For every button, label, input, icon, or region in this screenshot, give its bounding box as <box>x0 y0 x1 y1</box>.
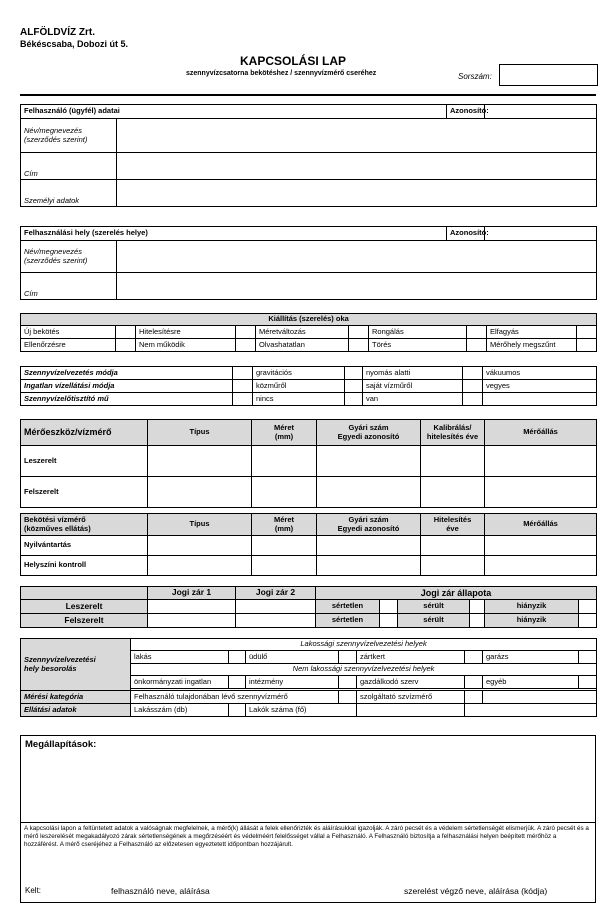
measure-option: szolgáltató szvízmérő <box>357 691 465 704</box>
reason-label: Törés <box>369 339 467 352</box>
residential-option: lakás <box>131 651 229 664</box>
seal-field[interactable] <box>236 600 316 614</box>
user-id-label: Azonosító: <box>447 105 485 119</box>
place-name-label: Név/megnevezés (szerződés szerint) <box>21 241 117 273</box>
method-option: gravitációs <box>253 367 345 380</box>
seal-field[interactable] <box>148 600 236 614</box>
method-checkbox[interactable] <box>345 367 363 380</box>
serial-field[interactable] <box>499 64 598 86</box>
meter-field[interactable] <box>252 477 317 508</box>
document-title: KAPCSOLÁSI LAP <box>240 54 347 68</box>
measure-checkbox[interactable] <box>465 691 483 704</box>
meter-field[interactable] <box>252 446 317 477</box>
meter-col-header: Méret (mm) <box>252 420 317 446</box>
meter-field[interactable] <box>317 477 421 508</box>
nonresidential-option: egyéb <box>483 676 579 689</box>
user-name-field[interactable] <box>117 119 597 153</box>
meter-field[interactable] <box>485 446 597 477</box>
meter-col-header: Mérőállás <box>485 420 597 446</box>
category-row-label: Szennyvízelvezetési hely besorolás <box>21 639 131 691</box>
measure-option: Felhasználó tulajdonában lévő szennyvízmérő <box>131 691 339 704</box>
reason-label: Ellenőrzésre <box>21 339 116 352</box>
connection-col-header: Bekötési vízmérő (közműves ellátás) <box>21 514 148 536</box>
seal-col-header: Jogi zár állapota <box>316 587 597 600</box>
place-data-table <box>20 226 597 300</box>
connection-field[interactable] <box>421 556 485 576</box>
residential-checkbox[interactable] <box>579 651 597 664</box>
reason-checkbox[interactable] <box>467 339 487 352</box>
measure-spacer <box>483 691 597 704</box>
findings-field[interactable] <box>21 752 595 822</box>
nonresidential-checkbox[interactable] <box>465 676 483 689</box>
residential-checkbox[interactable] <box>465 651 483 664</box>
method-checkbox[interactable] <box>345 380 363 393</box>
company-name: ALFÖLDVÍZ Zrt. <box>20 27 95 38</box>
connection-field[interactable] <box>317 536 421 556</box>
residential-option: garázs <box>483 651 579 664</box>
seal-state: hiányzik <box>485 614 579 628</box>
connection-col-header: Mérőállás <box>485 514 597 536</box>
meter-col-header: Kalibrálás/ hitelesítés éve <box>421 420 485 446</box>
connection-meter-table <box>20 513 597 576</box>
seal-state: sértetlen <box>316 614 380 628</box>
user-personal-label: Személyi adatok <box>21 180 117 207</box>
reason-checkbox[interactable] <box>349 339 369 352</box>
seal-state: sérült <box>398 614 470 628</box>
nonresidential-checkbox[interactable] <box>339 676 357 689</box>
supply-spacer <box>465 704 597 717</box>
connection-field[interactable] <box>252 536 317 556</box>
seal-checkbox[interactable] <box>579 614 597 628</box>
connection-field[interactable] <box>148 556 252 576</box>
connection-field[interactable] <box>421 536 485 556</box>
residential-option: zártkert <box>357 651 465 664</box>
nonresidential-checkbox[interactable] <box>579 676 597 689</box>
measure-label: Mérési kategória <box>21 691 131 704</box>
reason-label: Hitelesítésre <box>136 326 236 339</box>
meter-field[interactable] <box>421 477 485 508</box>
residential-checkbox[interactable] <box>339 651 357 664</box>
place-address-label: Cím <box>21 273 117 300</box>
method-label: Szennyvízelőtisztító mű <box>21 393 233 406</box>
place-name-field[interactable] <box>117 241 597 273</box>
place-address-field[interactable] <box>117 273 597 300</box>
method-option: vákuumos <box>483 367 597 380</box>
meter-field[interactable] <box>421 446 485 477</box>
user-name-label: Név/megnevezés (szerződés szerint) <box>21 119 117 153</box>
findings-divider <box>21 822 595 823</box>
nonresidential-option: önkormányzati ingatlan <box>131 676 229 689</box>
reason-checkbox[interactable] <box>349 326 369 339</box>
user-data-table <box>20 104 597 207</box>
method-option: közműről <box>253 380 345 393</box>
findings-label: Megállapítások: <box>25 739 97 750</box>
seal-field[interactable] <box>236 614 316 628</box>
meter-col-header: Típus <box>148 420 252 446</box>
nonresidential-checkbox[interactable] <box>229 676 246 689</box>
installer-signature-label: szerelést végző neve, aláírása (kódja) <box>404 886 548 896</box>
method-spacer <box>483 393 597 406</box>
connection-col-header: Méret (mm) <box>252 514 317 536</box>
reason-header: Kiállítás (szerelés) oka <box>21 314 597 326</box>
seal-table <box>20 586 597 628</box>
meter-row-label: Leszerelt <box>21 446 148 477</box>
reason-checkbox[interactable] <box>577 339 597 352</box>
meter-field[interactable] <box>148 477 252 508</box>
user-id-field[interactable] <box>485 105 597 119</box>
supply-option: Lakók száma (fő) <box>246 704 357 717</box>
meter-field[interactable] <box>317 446 421 477</box>
method-option: nyomás alatti <box>363 367 463 380</box>
method-label: Szennyvízelvezetés módja <box>21 367 233 380</box>
meter-field[interactable] <box>148 446 252 477</box>
findings-box <box>20 735 596 903</box>
place-id-label: Azonosító: <box>447 227 485 241</box>
seal-checkbox[interactable] <box>579 600 597 614</box>
method-checkbox[interactable] <box>345 393 363 406</box>
supply-label: Ellátási adatok <box>21 704 131 717</box>
seal-checkbox[interactable] <box>470 614 485 628</box>
connection-col-header: Gyári szám Egyedi azonosító <box>317 514 421 536</box>
seal-state: sérült <box>398 600 470 614</box>
residential-checkbox[interactable] <box>229 651 246 664</box>
reason-checkbox[interactable] <box>467 326 487 339</box>
connection-field[interactable] <box>485 536 597 556</box>
connection-row-label: Nyilvántartás <box>21 536 148 556</box>
method-spacer <box>233 367 253 380</box>
reason-label: Méretváltozás <box>256 326 349 339</box>
connection-field[interactable] <box>485 556 597 576</box>
reason-checkbox[interactable] <box>116 339 136 352</box>
serial-label: Sorszám: <box>458 72 492 81</box>
legal-text: A kapcsolási lapon a feltüntetett adatok a valóságnak megfelelnek, a mérő(k) állását a felek ellenőrizték és aláírásukkal igazolják. A záró pecsét és a védelem sértetlenségét elismerjük. A záró pecsét és a mérő leszerelését megakadályozó zárak sértetlenségének a megőrzéséért és védelméért felelősséget vállal a Felhasználó. A Felhasználó biztosítja a felhasználási helyen beépített mérőhöz a hozzáférést. A mérő cseréjéhez a Felhasználó az előzetesen egyeztetett időpontban hozzájárult. <box>24 825 589 849</box>
supply-field[interactable] <box>357 704 465 717</box>
header-rule <box>20 94 596 96</box>
reason-label: Elfagyás <box>487 326 577 339</box>
reason-checkbox[interactable] <box>116 326 136 339</box>
place-id-field[interactable] <box>485 227 597 241</box>
user-header: Felhasználó (ügyfél) adatai <box>21 105 447 119</box>
method-option: van <box>363 393 463 406</box>
measure-checkbox[interactable] <box>339 691 357 704</box>
meter-row-label: Felszerelt <box>21 477 148 508</box>
user-personal-field[interactable] <box>117 180 597 207</box>
supply-option: Lakásszám (db) <box>131 704 229 717</box>
user-signature-label: felhasználó neve, aláírása <box>111 886 210 896</box>
reason-checkbox[interactable] <box>236 326 256 339</box>
nonresidential-option: gazdálkodó szerv <box>357 676 465 689</box>
seal-state: hiányzik <box>485 600 579 614</box>
category-table <box>20 638 597 717</box>
nonresidential-header: Nem lakossági szennyvízelvezetési helyek <box>131 664 597 676</box>
seal-checkbox[interactable] <box>470 600 485 614</box>
nonresidential-option: intézmény <box>246 676 339 689</box>
method-table <box>20 366 597 406</box>
reason-label: Olvashatatlan <box>256 339 349 352</box>
seal-corner <box>21 587 148 600</box>
seal-state: sértetlen <box>316 600 380 614</box>
document-subtitle: szennyvízcsatorna bekötéshez / szennyvízmérő cseréhez <box>186 70 377 77</box>
date-label: Kelt: <box>25 886 42 895</box>
meter-col-header: Gyári szám Egyedi azonosító <box>317 420 421 446</box>
method-option: vegyes <box>483 380 597 393</box>
reason-label: Mérőhely megszűnt <box>487 339 577 352</box>
connection-field[interactable] <box>317 556 421 576</box>
method-spacer <box>233 393 253 406</box>
company-address: Békéscsaba, Dobozi út 5. <box>20 39 129 49</box>
user-address-label: Cím <box>21 153 117 180</box>
connection-col-header: Hitelesítés éve <box>421 514 485 536</box>
connection-field[interactable] <box>252 556 317 576</box>
residential-header: Lakossági szennyvízelvezetési helyek <box>131 639 597 651</box>
connection-col-header: Típus <box>148 514 252 536</box>
seal-checkbox[interactable] <box>380 600 398 614</box>
reason-label: Nem működik <box>136 339 236 352</box>
method-spacer <box>233 380 253 393</box>
connection-row-label: Helyszíni kontroll <box>21 556 148 576</box>
meter-field[interactable] <box>485 477 597 508</box>
method-checkbox[interactable] <box>463 393 483 406</box>
connection-field[interactable] <box>148 536 252 556</box>
residential-option: üdülő <box>246 651 339 664</box>
reason-checkbox[interactable] <box>577 326 597 339</box>
meter-table <box>20 419 597 508</box>
place-header: Felhasználási hely (szerelés helye) <box>21 227 447 241</box>
reason-label: Új bekötés <box>21 326 116 339</box>
user-address-field[interactable] <box>117 153 597 180</box>
reason-table <box>20 313 597 352</box>
seal-col-header: Jogi zár 1 <box>148 587 236 600</box>
seal-checkbox[interactable] <box>380 614 398 628</box>
seal-row-label: Felszerelt <box>21 614 148 628</box>
method-checkbox[interactable] <box>463 367 483 380</box>
supply-field[interactable] <box>229 704 246 717</box>
method-option: nincs <box>253 393 345 406</box>
method-option: saját vízműről <box>363 380 463 393</box>
method-label: Ingatlan vízellátási módja <box>21 380 233 393</box>
seal-field[interactable] <box>148 614 236 628</box>
method-checkbox[interactable] <box>463 380 483 393</box>
reason-checkbox[interactable] <box>236 339 256 352</box>
meter-col-header: Mérőeszköz/vízmérő <box>21 420 148 446</box>
reason-label: Rongálás <box>369 326 467 339</box>
seal-col-header: Jogi zár 2 <box>236 587 316 600</box>
seal-row-label: Leszerelt <box>21 600 148 614</box>
